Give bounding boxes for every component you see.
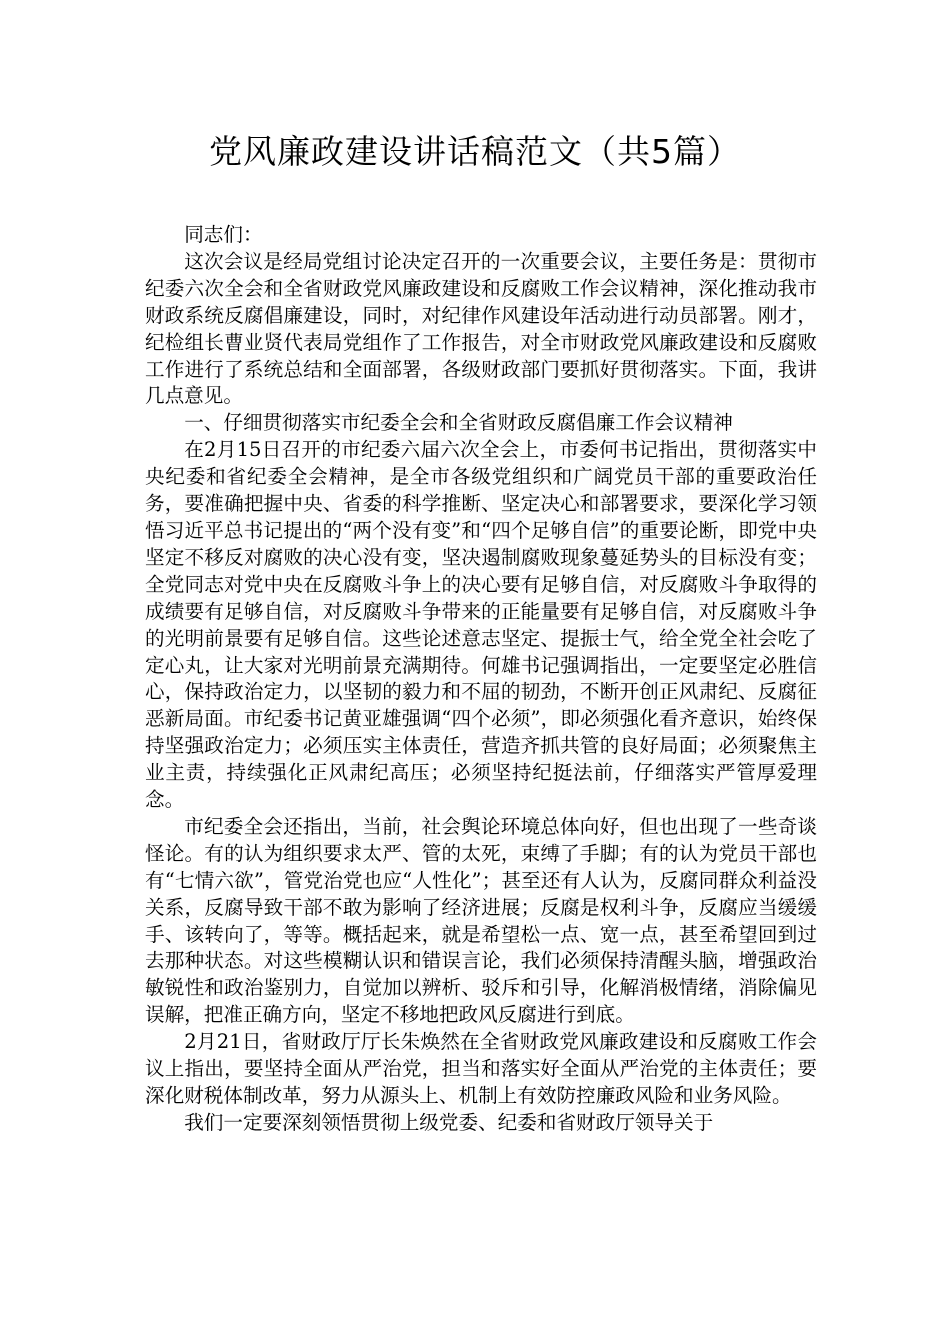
paragraph-intro: 这次会议是经局党组讨论决定召开的一次重要会议，主要任务是：贯彻市纪委六次全会和全省财政党风廉政建设和反腐败工作会议精神，深化推动我市财政系统反腐倡廉建设，同时，对纪律作风建设年活动进行动员部署。刚才，纪检组长曹业贤代表局党组作了工作报告，对全市财政党风廉政建设和反腐败工作进行了系统总结和全面部署，各级财政部门要抓好贯彻落实。下面，我讲几点意见。	[145, 249, 817, 408]
paragraph-public-opinion: 市纪委全会还指出，当前，社会舆论环境总体向好，但也出现了一些奇谈怪论。有的认为组织要求太严、管的太死，束缚了手脚；有的认为党员干部也有“七情六欲”，管党治党也应“人性化”；甚至还有人认为，反腐同群众利益没关系，反腐导致干部不敢为影响了经济进展；反腐是权利斗争，反腐应当缓缓手、该转向了，等等。概括起来，就是希望松一点、宽一点，甚至希望回到过去那种状态。对这些模糊认识和错误言论，我们必须保持清醒头脑，增强政治敏锐性和政治鉴别力，自觉加以辨析、驳斥和引导，化解消极情绪，消除偏见误解，把准正确方向，坚定不移地把政风反腐进行到底。	[145, 814, 817, 1027]
salutation: 同志们：	[184, 223, 263, 246]
paragraph-provincial-meeting: 2月21日，省财政厅厅长朱焕然在全省财政党风廉政建设和反腐败工作会议上指出，要坚持全面从严治党，担当和落实好全面从严治党的主体责任；要深化财税体制改革，努力从源头上、机制上有效防控廉政风险和业务风险。	[145, 1030, 817, 1107]
paragraph-municipal-plenary: 在2月15日召开的市纪委六届六次全会上，市委何书记指出，贯彻落实中央纪委和省纪委全会精神，是全市各级党组织和广阔党员干部的重要政治任务，要准确把握中央、省委的科学推断、坚定决心和部署要求，要深化学习领悟习近平总书记提出的“两个没有变”和“四个足够自信”的重要论断，即党中央坚定不移反对腐败的决心没有变，坚决遏制腐败现象蔓延势头的目标没有变；全党同志对党中央在反腐败斗争上的决心要有足够自信，对反腐败斗争取得的成绩要有足够自信，对反腐败斗争带来的正能量要有足够自信，对反腐败斗争的光明前景要有足够自信。这些论述意志坚定、提振士气，给全党全社会吃了定心丸，让大家对光明前景充满期待。何雄书记强调指出，一定要坚定必胜信心，保持政治定力，以坚韧的毅力和不屈的韧劲，不断开创正风肃纪、反腐征恶新局面。市纪委书记黄亚雄强调“四个必须”，即必须强化看齐意识，始终保持坚强政治定力；必须压实主体责任，营造齐抓共管的良好局面；必须聚焦主业主责，持续强化正风肃纪高压；必须坚持纪挺法前，仔细落实严管厚爱理念。	[145, 438, 817, 812]
section-heading-1: 一、仔细贯彻落实市纪委全会和全省财政反腐倡廉工作会议精神	[184, 411, 733, 435]
paragraph-closing-partial: 我们一定要深刻领悟贯彻上级党委、纪委和省财政厅领导关于	[184, 1110, 714, 1134]
document-title: 党风廉政建设讲话稿范文（共5篇）	[209, 132, 741, 171]
document-body	[145, 222, 817, 1137]
